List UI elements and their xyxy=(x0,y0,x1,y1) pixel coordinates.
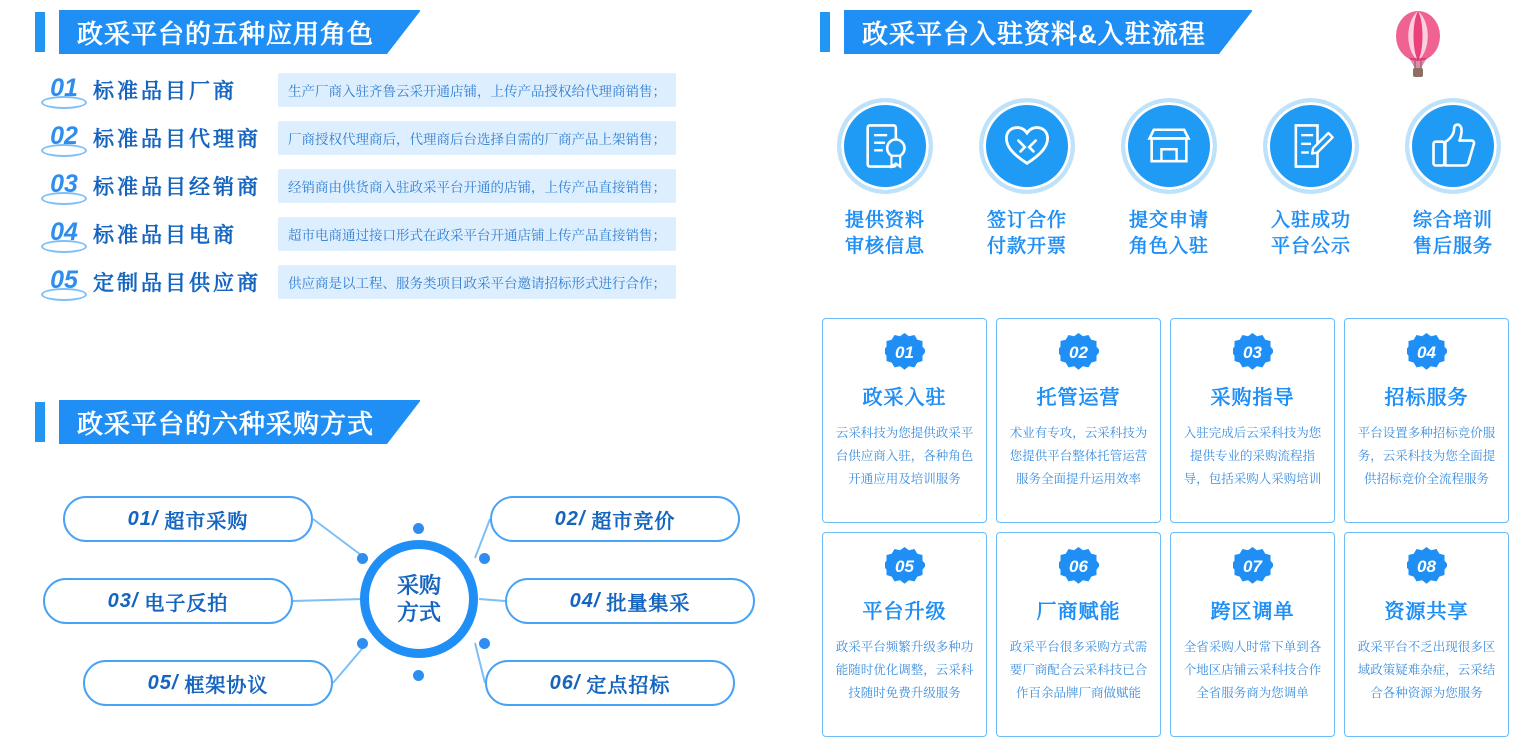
card-body: 政采平台很多采购方式需要厂商配合云采科技已合作百余品牌厂商做赋能 xyxy=(1009,640,1148,701)
service-card[interactable] xyxy=(996,532,1161,737)
flow-step-label xyxy=(987,208,1067,259)
card-number: 06 xyxy=(1069,557,1088,576)
method-number: 02/ xyxy=(554,507,586,530)
card-title: 跨区调单 xyxy=(1210,601,1295,623)
service-card[interactable] xyxy=(996,318,1161,523)
service-card[interactable] xyxy=(1170,532,1335,737)
flow-step-circle xyxy=(1263,98,1359,194)
card-badge xyxy=(1407,333,1447,373)
flow-step[interactable] xyxy=(1104,98,1234,259)
service-card-grid xyxy=(822,318,1512,737)
method-pill[interactable] xyxy=(505,578,755,624)
roles-section-header xyxy=(35,8,795,56)
flow-step-circle xyxy=(837,98,933,194)
role-description: 厂商授权代理商后，代理商后台选择自需的厂商产品上架销售； xyxy=(278,121,676,155)
card-badge xyxy=(1059,547,1099,587)
role-row xyxy=(35,212,795,256)
method-number: 06/ xyxy=(549,671,581,694)
role-number-text: 03 xyxy=(50,170,78,198)
header-accent-bar xyxy=(35,402,45,442)
storefront-icon xyxy=(1143,120,1195,172)
header-accent-bar xyxy=(35,12,45,52)
method-label: 批量集采 xyxy=(606,592,691,615)
method-pill[interactable] xyxy=(83,660,333,706)
flow-step[interactable] xyxy=(820,98,950,259)
role-description: 供应商是以工程、服务类项目政采平台邀请招标形式进行合作； xyxy=(278,265,676,299)
role-description: 经销商由供货商入驻政采平台开通的店铺，上传产品直接销售； xyxy=(278,169,676,203)
connector-dot xyxy=(357,638,368,649)
flow-step-label xyxy=(1129,208,1209,259)
flow-step-line1: 提供资料 xyxy=(844,210,925,231)
method-number: 01/ xyxy=(127,507,159,530)
thumbs-up-icon xyxy=(1427,120,1479,172)
flow-step-line2: 角色入驻 xyxy=(1128,235,1209,257)
hot-air-balloon-icon xyxy=(1385,10,1451,82)
card-title: 平台升级 xyxy=(862,601,947,623)
card-title: 采购指导 xyxy=(1210,387,1295,409)
flow-step-label xyxy=(1413,208,1493,259)
method-number: 04/ xyxy=(569,589,601,612)
role-number-text: 02 xyxy=(50,122,78,150)
method-label: 电子反拍 xyxy=(144,592,229,615)
methods-section xyxy=(35,398,805,728)
service-card[interactable] xyxy=(822,532,987,737)
methods-hub xyxy=(360,540,478,658)
flow-step-line1: 提交申请 xyxy=(1128,210,1209,231)
card-number: 03 xyxy=(1243,343,1262,362)
card-number: 01 xyxy=(895,343,914,362)
method-pill[interactable] xyxy=(485,660,735,706)
card-badge xyxy=(1233,333,1273,373)
flow-step-line2: 平台公示 xyxy=(1270,235,1351,257)
service-card[interactable] xyxy=(1344,532,1509,737)
card-badge xyxy=(1059,333,1099,373)
card-body: 政采平台不乏出现很多区域政策疑难杂症，云采结合各种资源为您服务 xyxy=(1357,640,1496,701)
card-number: 02 xyxy=(1069,343,1088,362)
settle-flow xyxy=(820,98,1520,259)
method-pill[interactable] xyxy=(63,496,313,542)
card-title: 厂商赋能 xyxy=(1036,601,1121,623)
card-number: 08 xyxy=(1417,557,1436,576)
service-card[interactable] xyxy=(822,318,987,523)
method-label: 定点招标 xyxy=(586,674,671,697)
methods-section-title: 政采平台的六种采购方式 xyxy=(59,400,420,444)
flow-step-line1: 签订合作 xyxy=(986,210,1067,231)
card-title: 招标服务 xyxy=(1384,387,1469,409)
card-body: 平台设置多种招标竞价服务，云采科技为您全面提供招标竞价全流程服务 xyxy=(1357,426,1496,487)
roles-section xyxy=(35,8,795,304)
connector-dot xyxy=(413,523,424,534)
role-number-text: 04 xyxy=(50,218,78,246)
role-row xyxy=(35,68,795,112)
method-number: 05/ xyxy=(147,671,179,694)
card-title: 托管运营 xyxy=(1036,387,1121,409)
methods-diagram xyxy=(35,478,805,728)
card-number: 05 xyxy=(895,557,914,576)
card-number: 07 xyxy=(1243,557,1262,576)
card-body: 政采平台频繁升级多种功能随时优化调整，云采科技随时免费升级服务 xyxy=(835,640,974,701)
flow-step[interactable] xyxy=(962,98,1092,259)
role-name: 定制品目供应商 xyxy=(93,272,261,295)
methods-section-header xyxy=(35,398,805,446)
service-card[interactable] xyxy=(1170,318,1335,523)
method-label: 框架协议 xyxy=(184,674,269,697)
flow-step[interactable] xyxy=(1246,98,1376,259)
method-pill[interactable] xyxy=(43,578,293,624)
role-number xyxy=(35,118,93,158)
card-body: 术业有专攻，云采科技为您提供平台整体托管运营服务全面提升运用效率 xyxy=(1009,426,1148,487)
card-body: 全省采购人时常下单到各个地区店铺云采科技合作全省服务商为您调单 xyxy=(1183,640,1322,701)
role-description: 生产厂商入驻齐鲁云采开通店铺，上传产品授权给代理商销售； xyxy=(278,73,676,107)
flow-step[interactable] xyxy=(1388,98,1518,259)
hub-line-1: 采购 xyxy=(396,572,441,598)
card-badge xyxy=(1233,547,1273,587)
flow-step-label xyxy=(1271,208,1351,259)
connector-dot xyxy=(479,553,490,564)
method-label: 超市竞价 xyxy=(591,510,676,533)
role-number xyxy=(35,214,93,254)
role-name: 标准品目经销商 xyxy=(93,176,261,199)
roles-section-title: 政采平台的五种应用角色 xyxy=(59,10,420,54)
flow-step-line1: 入驻成功 xyxy=(1270,210,1351,231)
card-title: 政采入驻 xyxy=(862,387,947,409)
flow-step-circle xyxy=(1121,98,1217,194)
service-card[interactable] xyxy=(1344,318,1509,523)
card-badge xyxy=(885,547,925,587)
card-title: 资源共享 xyxy=(1384,601,1469,623)
connector-dot xyxy=(413,670,424,681)
flow-step-circle xyxy=(979,98,1075,194)
role-number-text: 01 xyxy=(50,74,78,102)
role-row xyxy=(35,260,795,304)
header-accent-bar xyxy=(820,12,830,52)
certificate-icon xyxy=(859,120,911,172)
card-badge xyxy=(1407,547,1447,587)
flow-step-line2: 审核信息 xyxy=(844,235,925,257)
method-label: 超市采购 xyxy=(164,510,249,533)
role-name: 标准品目代理商 xyxy=(93,128,261,151)
flow-step-circle xyxy=(1405,98,1501,194)
role-number xyxy=(35,70,93,110)
flow-step-line2: 付款开票 xyxy=(986,235,1067,257)
handshake-heart-icon xyxy=(1001,120,1053,172)
card-number: 04 xyxy=(1417,343,1436,362)
flow-step-line1: 综合培训 xyxy=(1412,210,1493,231)
method-pill[interactable] xyxy=(490,496,740,542)
settle-section-title: 政采平台入驻资料&入驻流程 xyxy=(844,10,1252,54)
flow-step-label xyxy=(845,208,925,259)
role-name: 标准品目厂商 xyxy=(93,80,237,103)
document-edit-icon xyxy=(1285,120,1337,172)
role-description: 超市电商通过接口形式在政采平台开通店铺上传产品直接销售； xyxy=(278,217,676,251)
role-number xyxy=(35,166,93,206)
connector-dot xyxy=(357,553,368,564)
role-name: 标准品目电商 xyxy=(93,224,237,247)
method-number: 03/ xyxy=(107,589,139,612)
card-badge xyxy=(885,333,925,373)
flow-step-line2: 售后服务 xyxy=(1412,235,1493,257)
role-row xyxy=(35,164,795,208)
role-number xyxy=(35,262,93,302)
card-body: 云采科技为您提供政采平台供应商入驻，各种角色开通应用及培训服务 xyxy=(835,426,974,487)
hub-line-2: 方式 xyxy=(396,600,441,625)
role-row xyxy=(35,116,795,160)
role-number-text: 05 xyxy=(50,266,78,294)
connector-dot xyxy=(479,638,490,649)
card-body: 入驻完成后云采科技为您提供专业的采购流程指导，包括采购人采购培训 xyxy=(1183,426,1322,487)
